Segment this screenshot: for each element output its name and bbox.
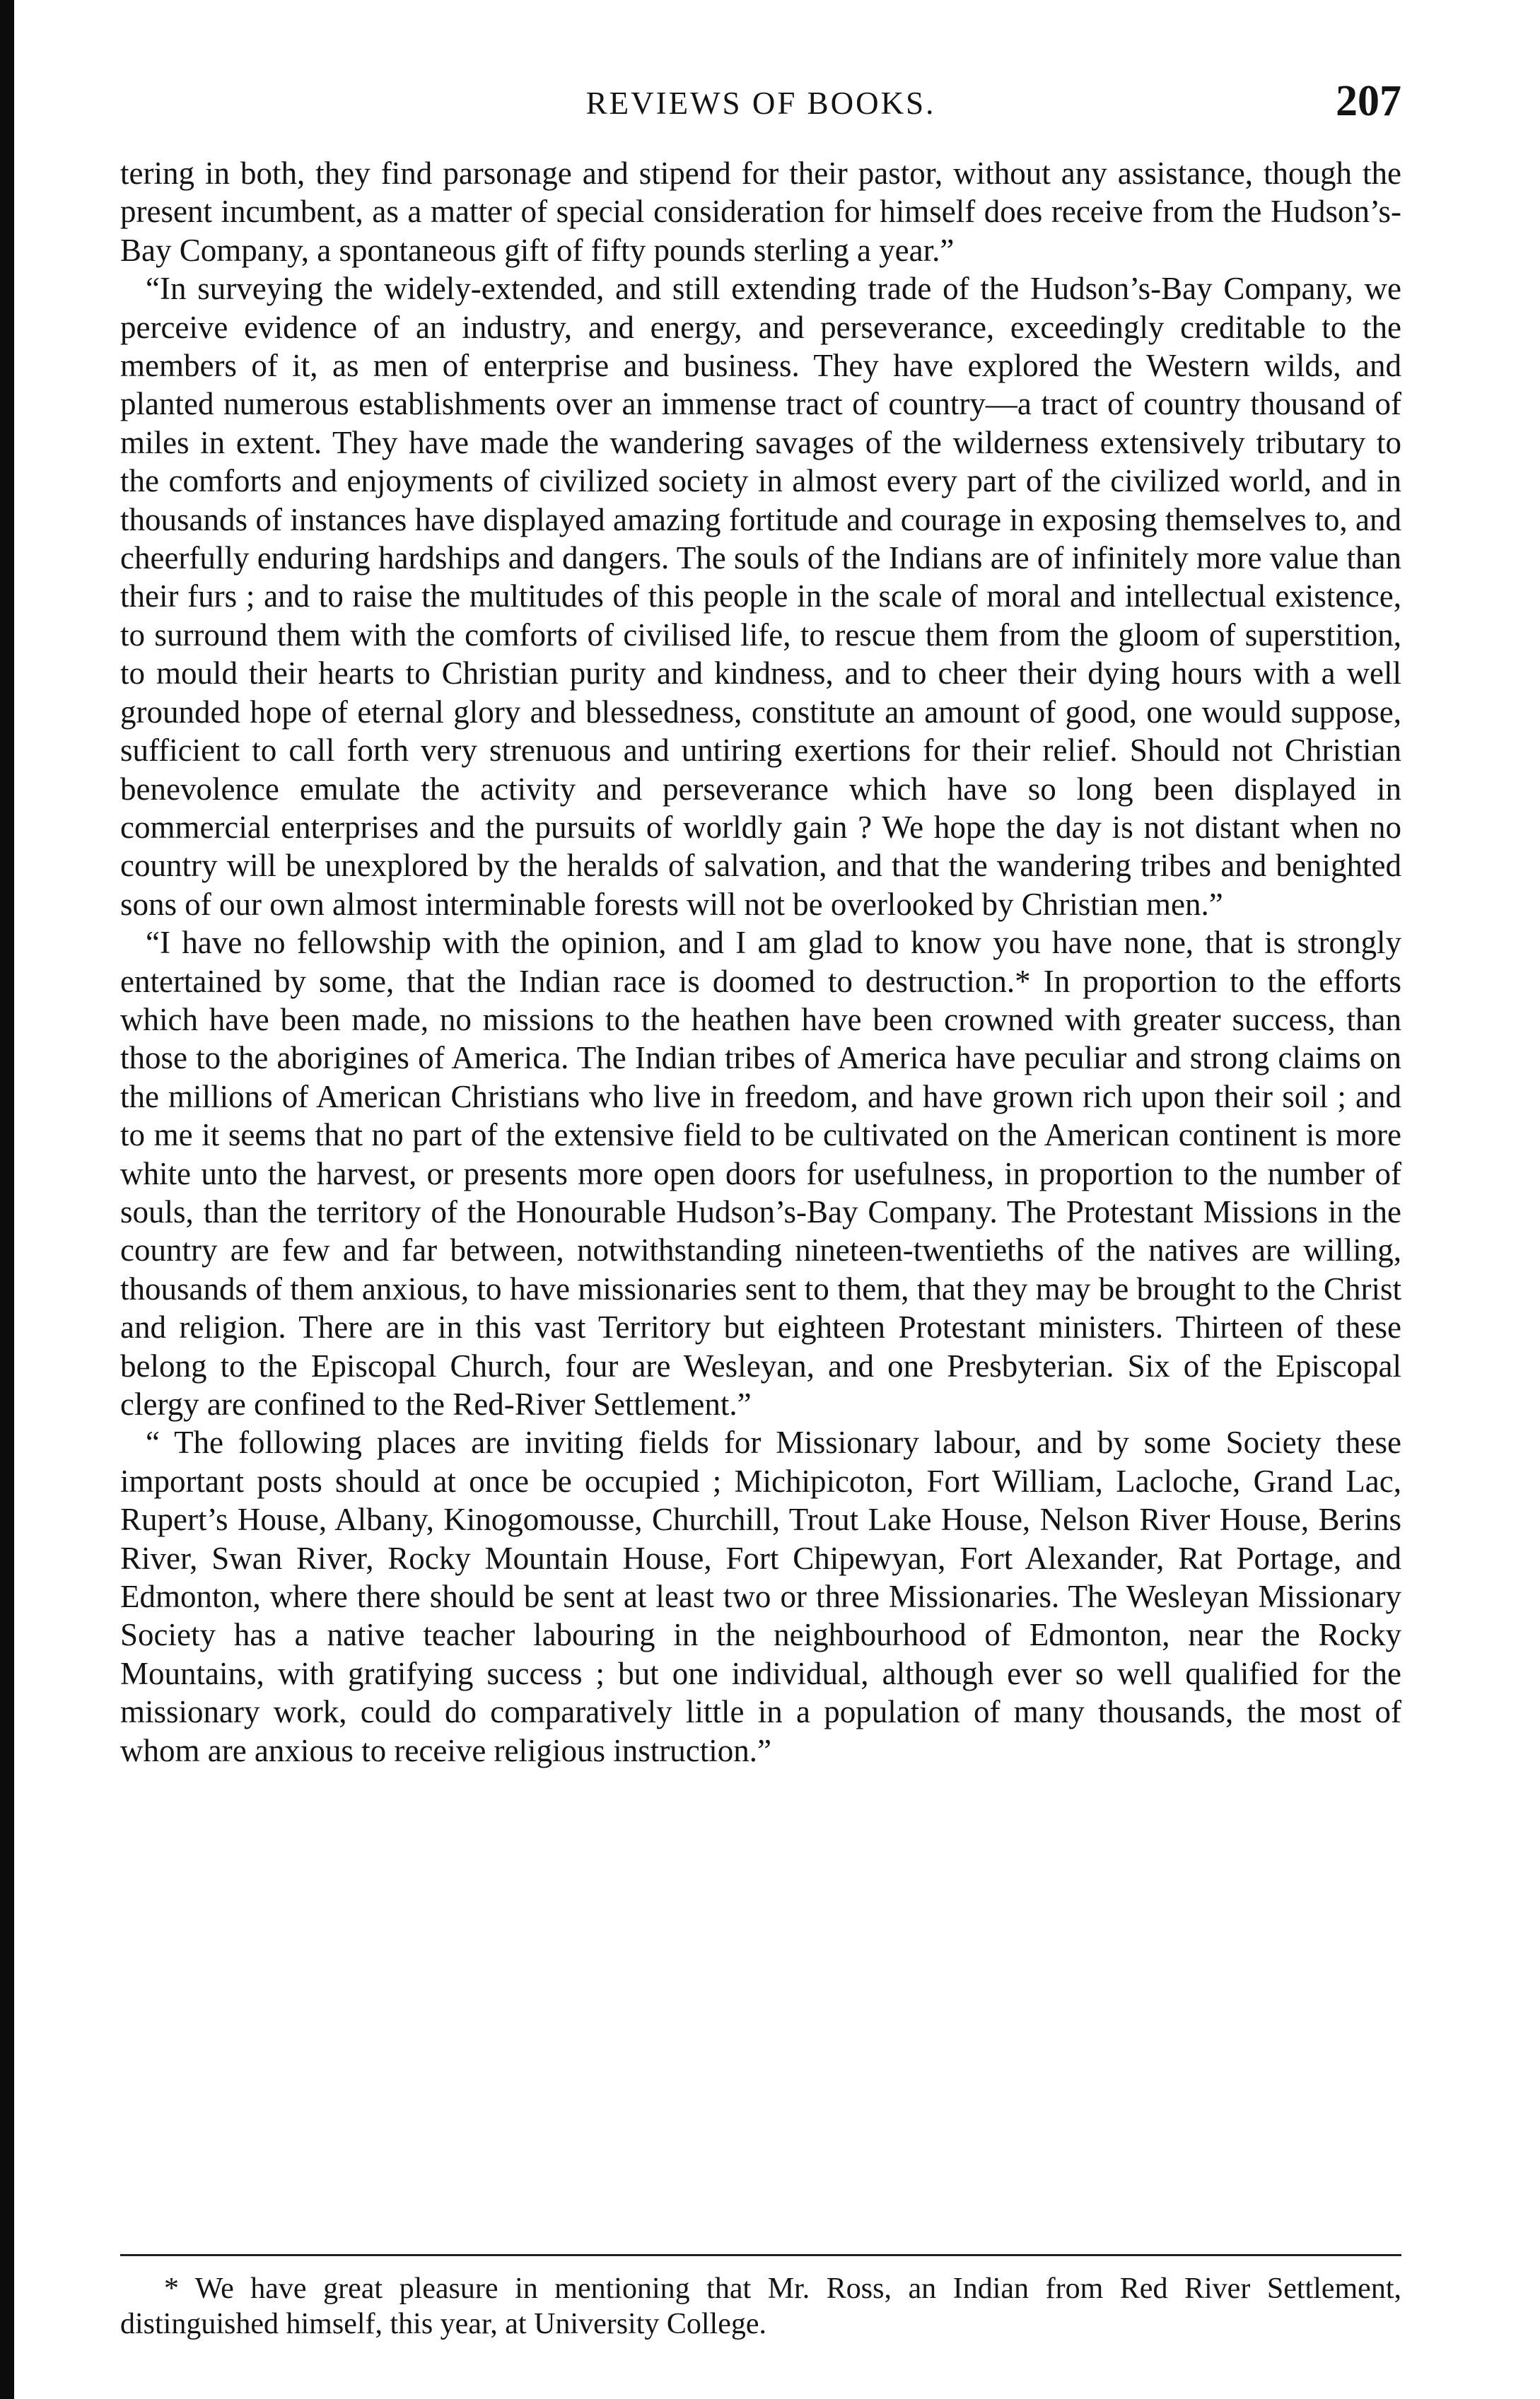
page-spine-shadow <box>0 0 14 2399</box>
page-header <box>120 76 1401 133</box>
paragraph-continuation: tering in both, they find parsonage and stipend for their pastor, without any assistance, though the present incumbent, as a matter of special consideration for himself does receive from the Hudson’s-Bay Company, a spontaneous gift of fifty pounds sterling a year.” <box>120 156 1401 268</box>
running-head: REVIEWS OF BOOKS. <box>585 86 936 121</box>
footnote: * We have great pleasure in mentioning that Mr. Ross, an Indian from Red River Settlement, distinguished himself, this year, at University College. <box>120 2272 1401 2340</box>
main-text <box>120 154 1401 1770</box>
paragraph-hudsons-bay-trade: “In surveying the widely-extended, and still extending trade of the Hudson’s-Bay Company, we perceive evidence of an industry, and energy, and perseverance, exceedingly creditable to the members of it, as men of enterprise and business. They have explored the Western wilds, and planted numerous establishments over an immense tract of country—a tract of country thousand of miles in extent. They have made the wandering savages of the wilderness extensively tributary to the comforts and enjoyments of civilized society in almost every part of the civilized world, and in thousands of instances have displayed amazing fortitude and courage in exposing themselves to, and cheerfully enduring hardships and dangers. The souls of the Indians are of infinitely more value than their furs ; and to raise the multitudes of this people in the scale of moral and intellectual existence, to surround them with the comforts of civilised life, to rescue them from the gloom of superstition, to mould their hearts to Christian purity and kindness, and to cheer their dying hours with a well grounded hope of eternal glory and blessedness, constitute an amount of good, one would suppose, sufficient to call forth very strenuous and untiring exertions for their relief. Should not Christian benevolence emulate the activity and perseverance which have so long been displayed in commercial enterprises and the pursuits of worldly gain ? We hope the day is not distant when no country will be unexplored by the heralds of salvation, and that the wandering tribes and benighted sons of our own almost interminable forests will not be overlooked by Christian men.” <box>120 271 1401 922</box>
page-number: 207 <box>1336 77 1401 125</box>
paragraph-indian-race: “I have no fellowship with the opinion, and I am glad to know you have none, that is strongly entertained by some, that the Indian race is doomed to destruction.* In proportion to the efforts which have been made, no missions to the heathen have been crowned with greater success, than those to the aborigines of America. The Indian tribes of America have peculiar and strong claims on the millions of American Christians who live in freedom, and have grown rich upon their soil ; and to me it seems that no part of the extensive field to be cultivated on the American continent is more white unto the harvest, or presents more open doors for usefulness, in proportion to the number of souls, than the territory of the Honourable Hudson’s-Bay Company. The Protestant Missions in the country are few and far between, notwithstanding nineteen-twentieths of the natives are willing, thousands of them anxious, to have missionaries sent to them, that they may be brought to the Christ and religion. There are in this vast Territory but eighteen Protestant ministers. Thirteen of these belong to the Episcopal Church, four are Wesleyan, and one Presbyterian. Six of the Episcopal clergy are confined to the Red-River Settlement.” <box>120 925 1401 1422</box>
footnote-rule <box>120 2254 1401 2256</box>
paragraph-missionary-fields: “ The following places are inviting fields for Missionary labour, and by some Society these important posts should at once be occupied ; Michipicoton, Fort William, Lacloche, Grand Lac, Rupert’s House, Albany, Kinogomousse, Churchill, Trout Lake House, Nelson River House, Berins River, Swan River, Rocky Mountain House, Fort Chipewyan, Fort Alexander, Rat Portage, and Edmonton, where there should be sent at least two or three Missionaries. The Wesleyan Missionary Society has a native teacher labouring in the neighbourhood of Edmonton, near the Rocky Mountains, with gratifying success ; but one individual, although ever so well qualified for the missionary work, could do comparatively little in a population of many thousands, the most of whom are anxious to receive religious instruction.” <box>120 1425 1401 1768</box>
